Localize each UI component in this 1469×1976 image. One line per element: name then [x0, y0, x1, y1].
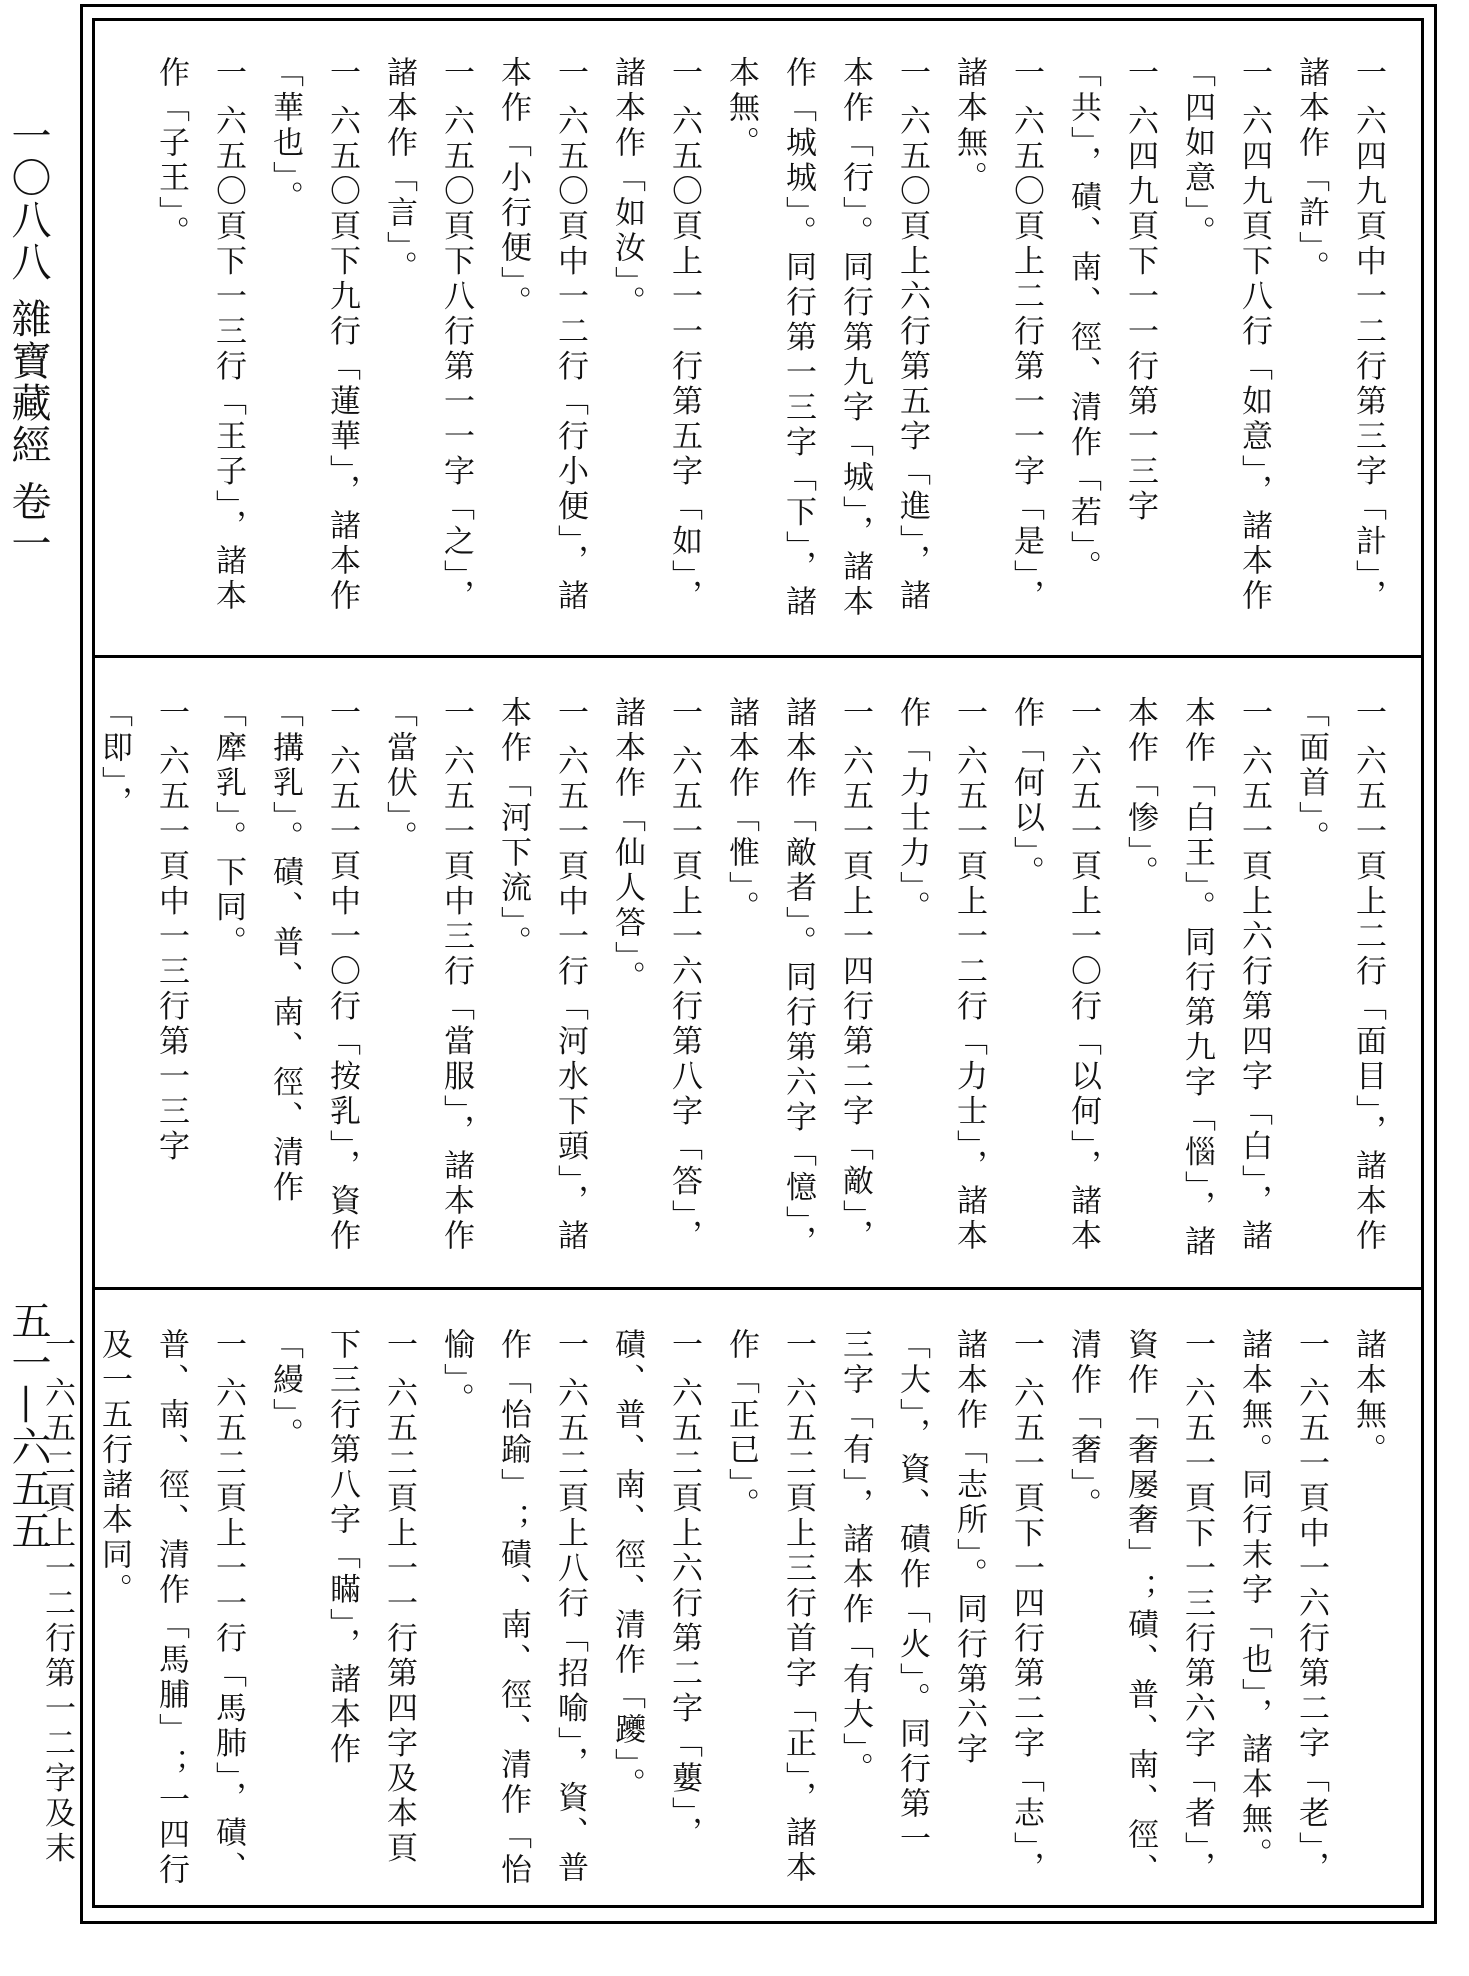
collation-note: 一 六五〇頁下一三行「王子」，諸本作「子王」。 — [153, 56, 246, 615]
collation-note: 一 六五〇頁上六行第五字「進」，諸本作「行」。同行第九字「城」，諸本作「城城」。同行第一三字「下」，諸本無。 — [723, 56, 930, 620]
collation-note: 一 六五一頁上一二行「力士」，諸本作「力士力」。 — [894, 696, 987, 1255]
collation-note: 一 六五二頁上八行「招喻」，資、普作「怡踰」；磧、南、徑、清作「怡愉」。 — [438, 1328, 588, 1888]
collation-panel-top — [92, 18, 1424, 655]
collation-note: 一 六五一頁中一六行第二字「老」，諸本無。同行末字「也」，諸本無。 — [1236, 1328, 1329, 1887]
collation-note: 一 六五〇頁上二行第一一字「是」，諸本無。 — [951, 56, 1044, 615]
collation-note: 一 六四九頁中一二行第三字「計」，諸本作「許」。 — [1293, 56, 1386, 615]
collation-note: 一 六五一頁上一六行第八字「答」，諸本作「仙人答」。 — [609, 696, 702, 1255]
collation-note: 一 六五二頁上六行第二字「蘡」，磧、普、南、徑、清作「躨」。 — [609, 1328, 702, 1852]
collation-panel-middle — [92, 655, 1424, 1287]
page-number: 五一—六五五 — [5, 1300, 51, 1552]
collation-note: 一 六五一頁中一三行第一三字「即」， — [96, 696, 189, 1165]
collation-note: 一 六五一頁下一三行第六字「者」，資作「奢屡奢」；磧、普、南、徑、清作「奢」。 — [1065, 1328, 1215, 1888]
collation-note: 一 六五一頁上六行第四字「白」，諸本作「白王」。同行第九字「惱」，諸本作「惨」。 — [1122, 696, 1272, 1260]
collation-columns — [92, 658, 1424, 1287]
collation-columns — [92, 18, 1424, 655]
collation-note: 一 六五一頁上一〇行「以何」，諸本作「何以」。 — [1008, 696, 1101, 1255]
collation-note: 一 六五二頁上一一行第四字及本頁下三行第八字「瞞」，諸本作「縵」。 — [267, 1328, 417, 1867]
collation-note: 一 六四九頁下八行「如意」，諸本作「四如意」。 — [1179, 56, 1272, 615]
collation-panel-bottom — [39, 1287, 1424, 1908]
collation-note: 一 六五一頁下一四行第二字「志」，諸本作「志所」。同行第六字「大」，資、磧作「火」。同行第一三字「有」，諸本作「有大」。 — [837, 1328, 1044, 1887]
collation-note: 一 六四九頁下一一行第一三字「共」，磧、南、徑、清作「若」。 — [1065, 56, 1158, 585]
collation-note: 一 六五〇頁上一一行第五字「如」，諸本作「如汝」。 — [609, 56, 702, 615]
collation-note: 一 六五一頁中一〇行「按乳」，資作「搆乳」。磧、普、南、徑、清作「犘乳」。下同。 — [210, 696, 360, 1255]
collation-note: 一 六五二頁上一二行第一二字及末 — [39, 1328, 75, 1867]
collation-note: 一 六五〇頁下八行第一一字「之」，諸本作「言」。 — [381, 56, 474, 615]
collation-note: 諸本無。 — [1350, 1328, 1386, 1468]
collation-note: 一 六五一頁中三行「當服」，諸本作「當伏」。 — [381, 696, 474, 1255]
collation-note: 一 六五〇頁中一二行「行小便」，諸本作「小行便」。 — [495, 56, 588, 615]
collation-note: 一 六五一頁中一行「河水下頭」，諸本作「河下流」。 — [495, 696, 588, 1255]
page-header-left: 一〇八八 雜寶藏經 卷一 — [5, 115, 51, 565]
collation-note: 一 六五二頁上一一行「馬肺」，磧、普、南、徑、清作「馬脯」；一四行及一五行諸本同。 — [96, 1328, 246, 1888]
collation-note: 一 六五一頁上一四行第二字「敵」，諸本作「敵者」。同行第六字「憶」，諸本作「惟」。 — [723, 696, 873, 1260]
collation-columns — [39, 1290, 1424, 1908]
collation-note: 一 六五〇頁下九行「蓮華」，諸本作「華也」。 — [267, 56, 360, 615]
collation-note: 一 六五一頁上二行「面目」，諸本作「面首」。 — [1293, 696, 1386, 1255]
collation-note: 一 六五二頁上三行首字「正」，諸本作「正已」。 — [723, 1328, 816, 1887]
